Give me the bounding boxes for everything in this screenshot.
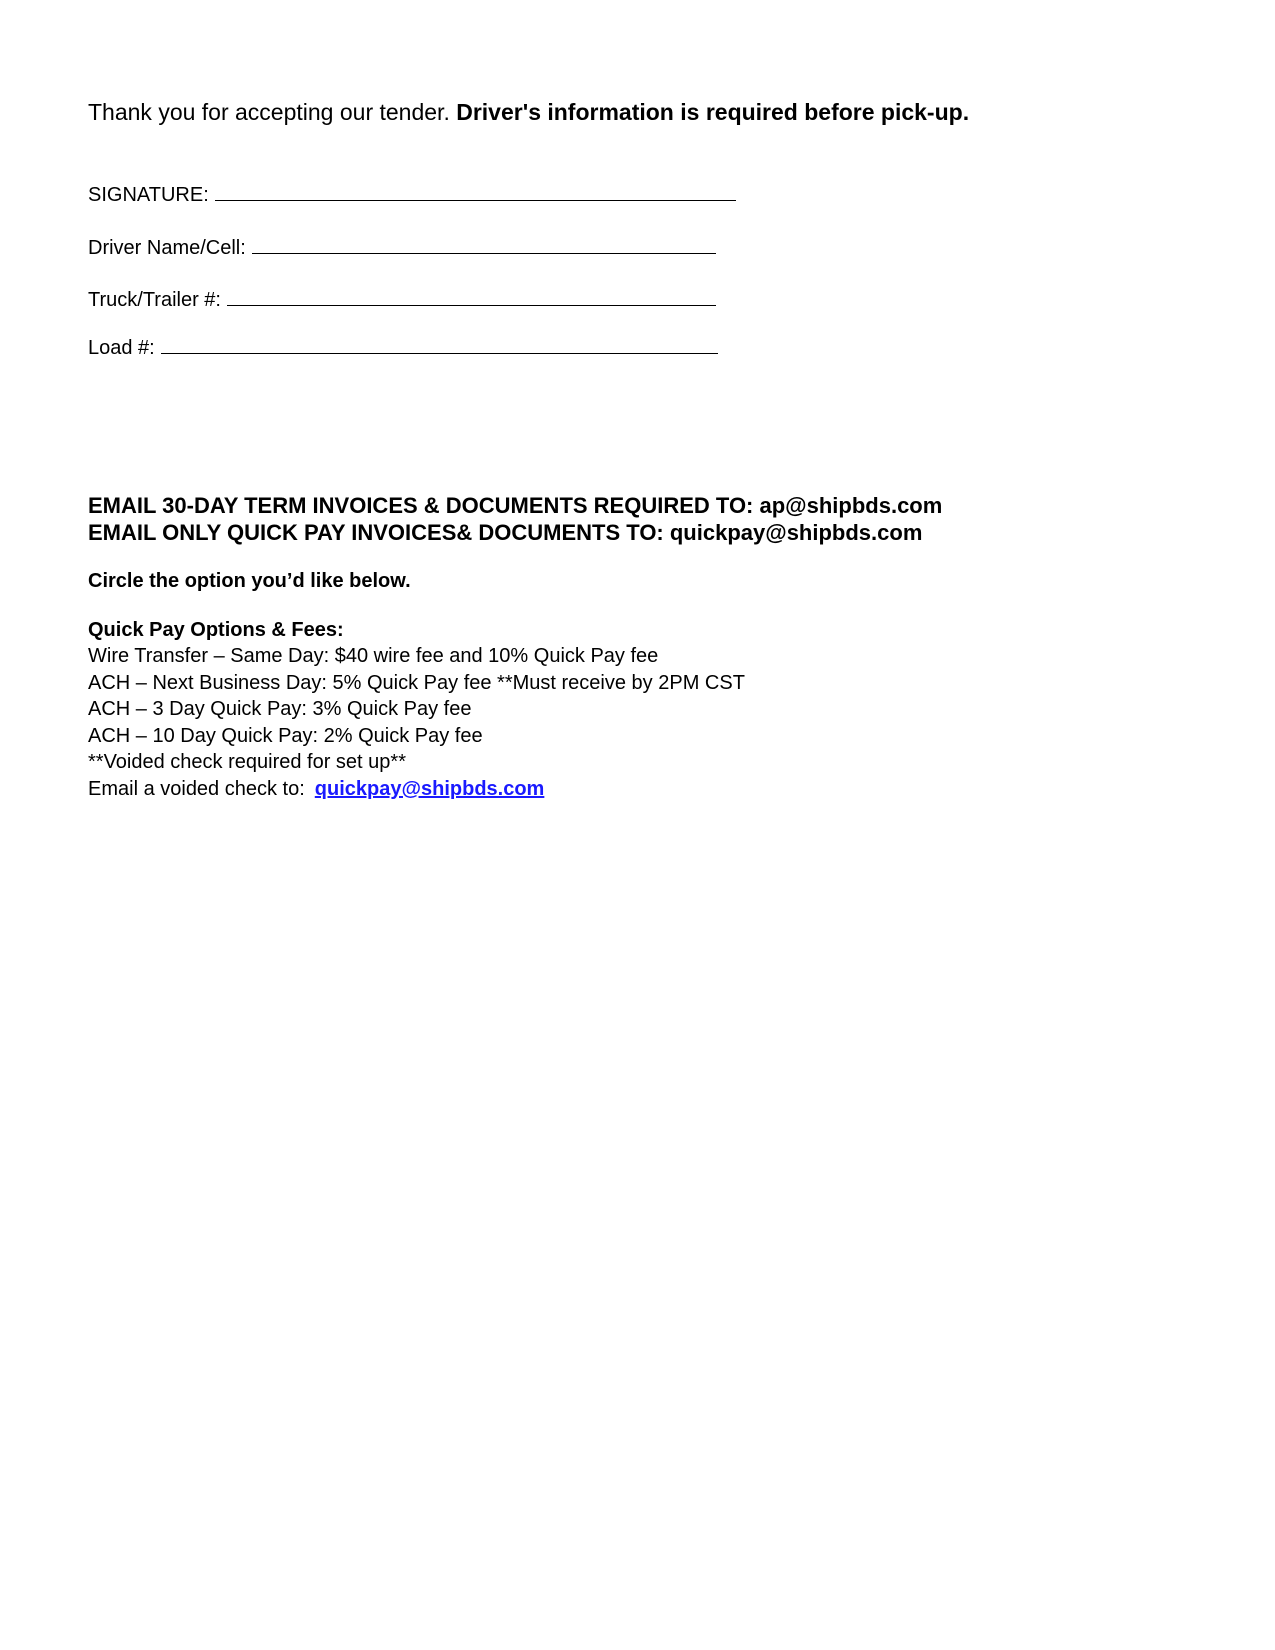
intro-bold-text: Driver's information is required before pick-up. — [456, 99, 970, 125]
signature-blank-line[interactable] — [215, 182, 736, 201]
quick-pay-option[interactable]: ACH – 3 Day Quick Pay: 3% Quick Pay fee — [88, 698, 472, 720]
signature-label: SIGNATURE: — [88, 184, 209, 206]
intro-line — [88, 99, 969, 126]
voided-check-note: **Voided check required for set up** — [88, 751, 406, 773]
intro-text: Thank you for accepting our tender. — [88, 99, 457, 125]
signature-field[interactable] — [88, 182, 736, 207]
load-number-label: Load #: — [88, 337, 155, 359]
quick-pay-option[interactable]: Wire Transfer – Same Day: $40 wire fee and 10% Quick Pay fee — [88, 645, 659, 667]
driver-name-cell-label: Driver Name/Cell: — [88, 237, 246, 259]
driver-name-cell-blank-line[interactable] — [252, 235, 716, 254]
quick-pay-option[interactable]: ACH – 10 Day Quick Pay: 2% Quick Pay fee — [88, 725, 483, 747]
load-number-blank-line[interactable] — [161, 335, 718, 354]
email-30-day-instruction: EMAIL 30-DAY TERM INVOICES & DOCUMENTS REQUIRED TO: ap@shipbds.com — [88, 493, 943, 518]
circle-option-note: Circle the option you’d like below. — [88, 570, 411, 592]
email-quick-pay-instruction: EMAIL ONLY QUICK PAY INVOICES& DOCUMENTS TO: quickpay@shipbds.com — [88, 520, 923, 545]
quickpay-email-link[interactable]: quickpay@shipbds.com — [314, 778, 545, 800]
quick-pay-option[interactable]: ACH – Next Business Day: 5% Quick Pay fee **Must receive by 2PM CST — [88, 672, 745, 694]
truck-trailer-blank-line[interactable] — [227, 287, 716, 306]
load-number-field[interactable] — [88, 335, 718, 360]
voided-check-label: Email a voided check to: — [88, 778, 305, 800]
truck-trailer-field[interactable] — [88, 287, 716, 312]
voided-check-email-line — [88, 778, 544, 801]
quick-pay-title: Quick Pay Options & Fees: — [88, 619, 344, 641]
driver-name-cell-field[interactable] — [88, 235, 716, 260]
truck-trailer-label: Truck/Trailer #: — [88, 289, 221, 311]
